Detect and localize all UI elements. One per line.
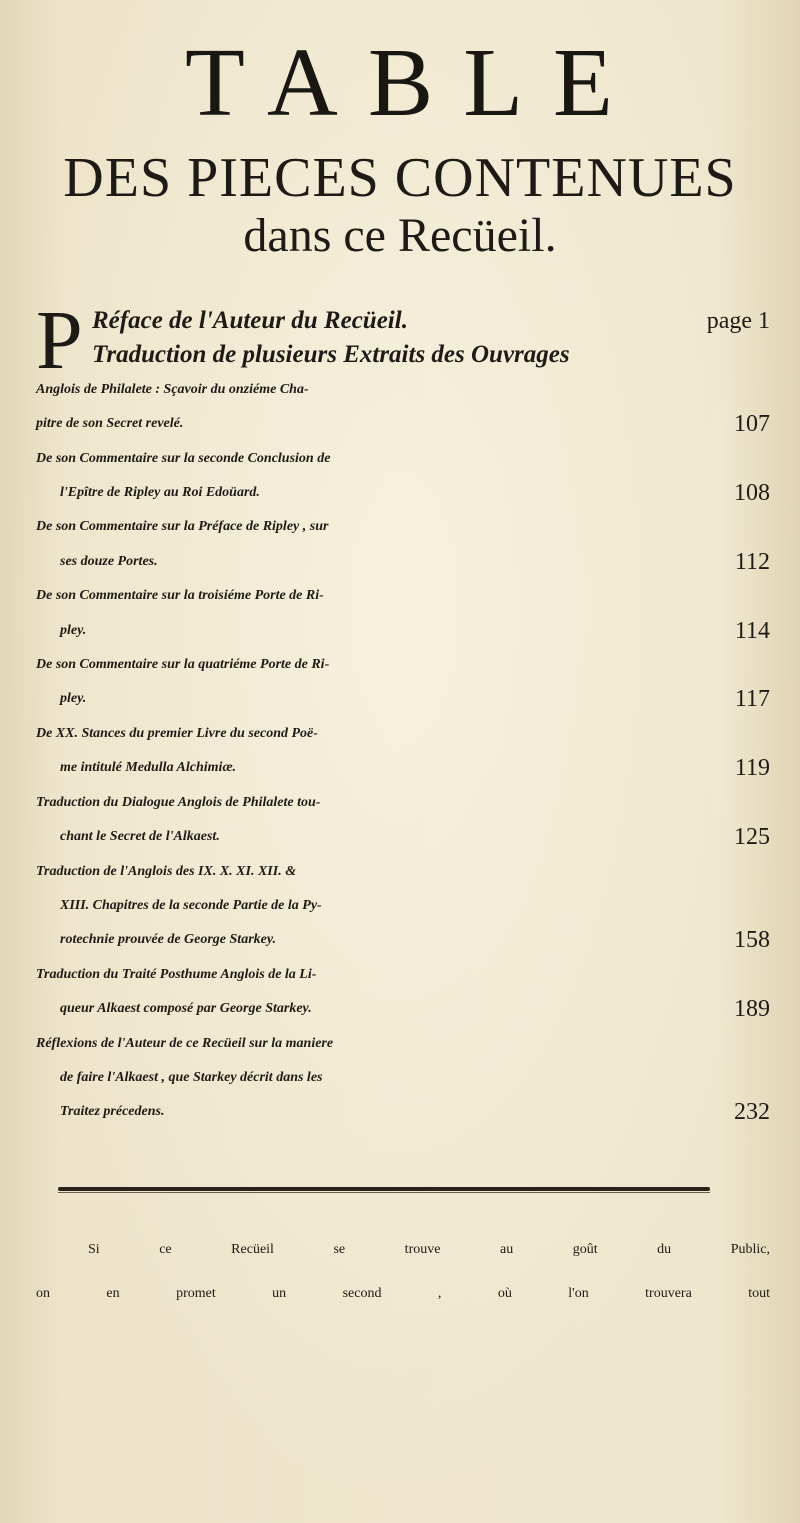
toc-entry: [36, 510, 770, 579]
toc-entry-line: XIII. Chapitres de la seconde Partie de la Py-: [60, 897, 322, 913]
toc-entry-line: Traduction du Traité Posthume Anglois de la Li-: [36, 966, 317, 982]
toc-page-number: 112: [734, 548, 770, 575]
toc-entry-line: rotechnie prouvée de George Starkey.: [60, 932, 277, 948]
toc-page-number: page 1: [706, 308, 770, 334]
toc-entry: [36, 442, 770, 511]
toc-entry-line: Réface de l'Auteur du Recüeil.: [92, 307, 408, 334]
closing-note-line: on en promet un second , où l'on trouvera tout: [36, 1286, 770, 1301]
toc-entry-line: De son Commentaire sur la quatriéme Porte de Ri-: [36, 657, 330, 673]
toc-entry-line: pley.: [60, 622, 87, 638]
toc-entry-line: Traduction de l'Anglois des IX. X. XI. XII. &: [36, 863, 297, 879]
toc-entry: [36, 338, 770, 441]
toc-page-number: 232: [734, 1099, 770, 1126]
toc-entry-line: de faire l'Alkaest , que Starkey décrit dans les: [60, 1069, 323, 1085]
page-title: TABLE: [185, 29, 643, 137]
toc-entry: [36, 648, 770, 717]
toc-entry-line: l'Epître de Ripley au Roi Edoüard.: [60, 485, 260, 501]
toc-entry-line: pley.: [60, 691, 87, 707]
toc-entry-line: De son Commentaire sur la seconde Conclusion de: [36, 450, 331, 466]
toc-page-number: 189: [734, 996, 770, 1023]
toc-page-number: 108: [734, 480, 770, 507]
toc-entry: [36, 1027, 770, 1130]
closing-note: [36, 1228, 770, 1316]
toc-page-number: 119: [734, 755, 770, 782]
toc-page-number: 125: [734, 824, 770, 851]
page-subtitle: DES PIECES CONTENUES: [63, 147, 737, 209]
closing-note-line: Si ce Recüeil se trouve au goût du Public,: [88, 1242, 770, 1257]
toc-entry-line: De son Commentaire sur la troisiéme Porte de Ri-: [36, 588, 324, 604]
page-subtitle-secondary: dans ce Recüeil.: [243, 209, 557, 262]
table-of-contents: [36, 294, 770, 1130]
toc-entry-line: ses douze Portes.: [60, 553, 158, 569]
divider-rule: [58, 1187, 710, 1191]
toc-entry: [36, 958, 770, 1027]
toc-entry: [36, 579, 770, 648]
toc-entry-line: queur Alkaest composé par George Starkey.: [60, 1001, 312, 1017]
toc-entry-line: De son Commentaire sur la Préface de Ripley , sur: [36, 519, 329, 535]
toc-page-number: 117: [734, 686, 770, 713]
toc-page-number: 114: [734, 617, 770, 644]
toc-entry-line: Traitez précedens.: [60, 1104, 165, 1120]
toc-page-number: 158: [734, 927, 770, 954]
toc-entry: [36, 855, 770, 958]
divider-rule-thin: [58, 1192, 710, 1193]
toc-entry-line: me intitulé Medulla Alchimiæ.: [60, 760, 237, 776]
toc-entry-line: De XX. Stances du premier Livre du second Poë-: [36, 725, 318, 741]
toc-entry-line: Traduction du Dialogue Anglois de Philalete tou-: [36, 794, 321, 810]
toc-entry-line: pitre de son Secret revelé.: [36, 416, 184, 432]
toc-entry-line: Réflexions de l'Auteur de ce Recüeil sur la maniere: [36, 1035, 334, 1051]
toc-entry-line: Anglois de Philalete : Sçavoir du onziéme Cha-: [36, 381, 309, 397]
toc-entry: [36, 717, 770, 786]
toc-page-number: 107: [734, 411, 770, 438]
toc-entry: [36, 786, 770, 855]
toc-entry-line: Traduction de plusieurs Extraits des Ouvrages: [92, 341, 570, 369]
drop-cap: P: [36, 294, 83, 387]
toc-entry-line: chant le Secret de l'Alkaest.: [60, 829, 220, 845]
